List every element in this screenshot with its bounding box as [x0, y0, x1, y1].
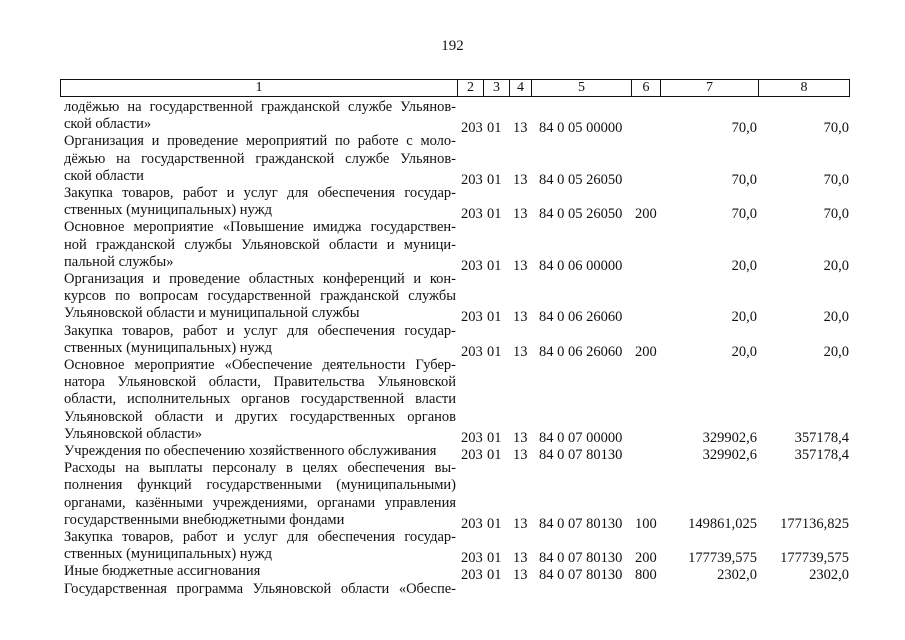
- description-line: Основное мероприятие «Повышение имиджа государствен-: [64, 219, 456, 236]
- header-cell-7: 7: [660, 79, 759, 97]
- section-code: 203: [461, 309, 483, 326]
- target-article-code: 84 0 07 80130: [539, 447, 623, 463]
- amount-year-2: 357178,4: [794, 447, 849, 463]
- target-article-code: 84 0 07 80130: [539, 550, 623, 567]
- expense-type-code: 200: [635, 550, 657, 567]
- amount-year-2: 20,0: [823, 257, 849, 274]
- description-line: ственных (муниципальных) нужд: [64, 339, 272, 356]
- section-code: 203: [461, 429, 483, 446]
- amount-year-2: 20,0: [823, 309, 849, 326]
- description-line: натора Ульяновской области, Правительства Ульяновской: [64, 374, 456, 391]
- target-article-code: 84 0 06 00000: [539, 257, 623, 274]
- subsection-code: 13: [513, 550, 528, 567]
- description-line: Иные бюджетные ассигнования: [64, 563, 261, 580]
- chapter-code: 01: [487, 309, 502, 326]
- subsection-code: 13: [513, 447, 528, 463]
- amount-year-1: 329902,6: [702, 429, 757, 446]
- chapter-code: 01: [487, 257, 502, 274]
- amount-year-1: 70,0: [731, 120, 757, 137]
- description-line: ной гражданской службы Ульяновской области и муници-: [64, 236, 456, 253]
- section-code: 203: [461, 120, 483, 137]
- amount-year-2: 357178,4: [794, 429, 849, 446]
- description-line: Организация и проведение мероприятий по работе с моло-: [64, 133, 456, 150]
- description-line: лодёжью на государственной гражданской службе Ульянов-: [64, 99, 456, 115]
- section-code: 203: [461, 206, 483, 223]
- description-line: государственными внебюджетными фондами: [64, 511, 345, 528]
- target-article-code: 84 0 05 26050: [539, 206, 623, 223]
- subsection-code: 13: [513, 567, 528, 584]
- amount-year-1: 177739,575: [688, 550, 757, 567]
- description-line: органами, казёнными учреждениями, органами управления: [64, 494, 456, 511]
- amount-year-2: 177136,825: [780, 515, 849, 532]
- chapter-code: 01: [487, 567, 502, 584]
- subsection-code: 13: [513, 515, 528, 532]
- section-code: 203: [461, 257, 483, 274]
- amount-year-1: 329902,6: [702, 447, 757, 463]
- chapter-code: 01: [487, 120, 502, 137]
- amount-year-2: 70,0: [823, 206, 849, 223]
- section-code: 203: [461, 567, 483, 584]
- section-code: 203: [461, 447, 483, 463]
- header-cell-2: 2: [457, 79, 484, 97]
- amount-year-2: 70,0: [823, 171, 849, 188]
- chapter-code: 01: [487, 171, 502, 188]
- chapter-code: 01: [487, 429, 502, 446]
- target-article-code: 84 0 06 26060: [539, 343, 623, 360]
- amount-year-1: 149861,025: [688, 515, 757, 532]
- amount-year-2: 177739,575: [780, 550, 849, 567]
- description-line: ственных (муниципальных) нужд: [64, 202, 272, 219]
- description-line: дёжью на государственной гражданской службе Ульянов-: [64, 150, 456, 167]
- subsection-code: 13: [513, 206, 528, 223]
- subsection-code: 13: [513, 429, 528, 446]
- amount-year-1: 20,0: [731, 309, 757, 326]
- description-line: Организация и проведение областных конференций и кон-: [64, 271, 456, 287]
- page-number: 192: [441, 38, 464, 54]
- description-line: Ульяновской области и других государственных органов: [64, 408, 456, 425]
- chapter-code: 01: [487, 550, 502, 567]
- description-line: ской области: [64, 167, 144, 184]
- subsection-code: 13: [513, 120, 528, 137]
- amount-year-2: 2302,0: [809, 567, 849, 584]
- amount-year-2: 70,0: [823, 120, 849, 137]
- header-cell-1: 1: [60, 79, 458, 97]
- amount-year-1: 20,0: [731, 257, 757, 274]
- chapter-code: 01: [487, 515, 502, 532]
- amount-year-1: 2302,0: [717, 567, 757, 584]
- target-article-code: 84 0 05 00000: [539, 120, 623, 137]
- description-line: Основное мероприятие «Обеспечение деятельности Губер-: [64, 357, 456, 373]
- chapter-code: 01: [487, 447, 502, 463]
- header-cell-4: 4: [509, 79, 532, 97]
- description-line: Закупка товаров, работ и услуг для обеспечения государ-: [64, 529, 456, 545]
- expense-type-code: 100: [635, 515, 657, 532]
- description-line: ственных (муниципальных) нужд: [64, 546, 272, 563]
- description-line: Расходы на выплаты персоналу в целях обеспечения вы-: [64, 460, 456, 477]
- amount-year-1: 70,0: [731, 206, 757, 223]
- description-line: Закупка товаров, работ и услуг для обеспечения государ-: [64, 322, 456, 339]
- description-line: ской области»: [64, 116, 152, 133]
- expense-type-code: 200: [635, 206, 657, 223]
- amount-year-2: 20,0: [823, 343, 849, 360]
- section-code: 203: [461, 171, 483, 188]
- amount-year-1: 70,0: [731, 171, 757, 188]
- subsection-code: 13: [513, 257, 528, 274]
- expense-type-code: 800: [635, 567, 657, 584]
- description-line: Учреждения по обеспечению хозяйственного обслуживания: [64, 443, 437, 459]
- description-line: Государственная программа Ульяновской области «Обеспе-: [64, 580, 456, 597]
- description-line: Закупка товаров, работ и услуг для обеспечения государ-: [64, 185, 456, 201]
- description-line: Ульяновской области и муниципальной службы: [64, 305, 360, 322]
- subsection-code: 13: [513, 343, 528, 360]
- amount-year-1: 20,0: [731, 343, 757, 360]
- subsection-code: 13: [513, 171, 528, 188]
- section-code: 203: [461, 515, 483, 532]
- header-cell-3: 3: [483, 79, 510, 97]
- subsection-code: 13: [513, 309, 528, 326]
- target-article-code: 84 0 07 80130: [539, 567, 623, 584]
- header-cell-8: 8: [758, 79, 850, 97]
- expense-type-code: 200: [635, 343, 657, 360]
- description-line: области, исполнительных органов государственной власти: [64, 391, 456, 408]
- section-code: 203: [461, 550, 483, 567]
- header-cell-6: 6: [631, 79, 661, 97]
- description-line: курсов по вопросам государственной гражданской службы: [64, 288, 456, 305]
- target-article-code: 84 0 07 80130: [539, 515, 623, 532]
- chapter-code: 01: [487, 343, 502, 360]
- description-line: пальной службы»: [64, 253, 174, 270]
- target-article-code: 84 0 05 26050: [539, 171, 623, 188]
- section-code: 203: [461, 343, 483, 360]
- header-cell-5: 5: [531, 79, 632, 97]
- description-line: полнения функций государственными (муниципальными): [64, 477, 456, 494]
- target-article-code: 84 0 06 26060: [539, 309, 623, 326]
- description-line: Ульяновской области»: [64, 425, 203, 442]
- target-article-code: 84 0 07 00000: [539, 429, 623, 446]
- chapter-code: 01: [487, 206, 502, 223]
